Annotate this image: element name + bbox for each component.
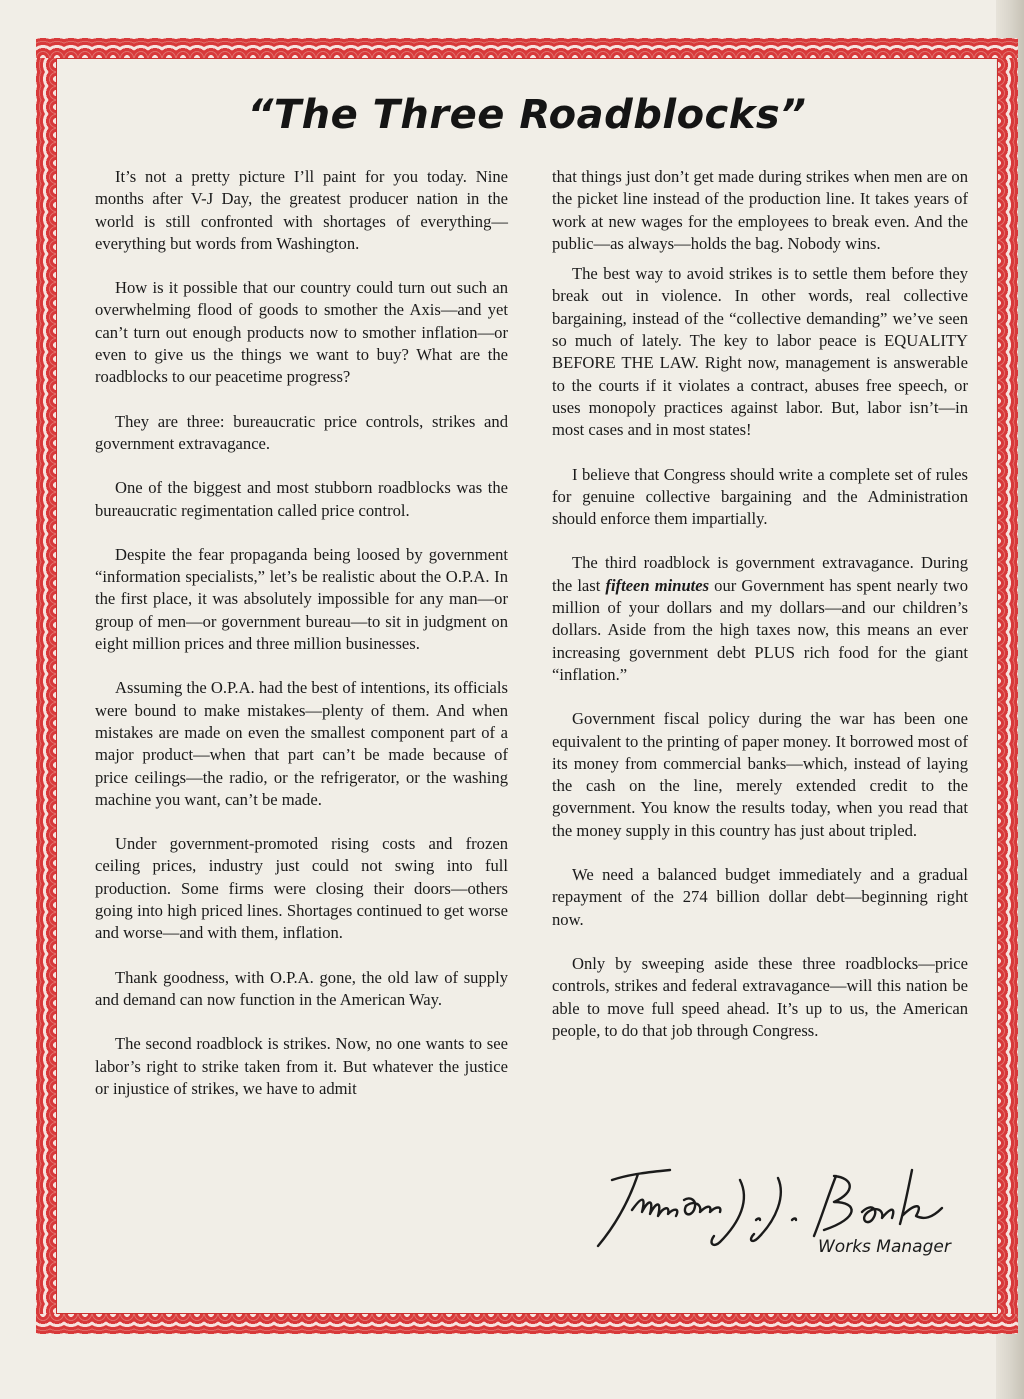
paragraph: It’s not a pretty picture I’ll paint for you today. Nine months after V-J Day, the greatest producer nation in the world is still confronted with shortages of everything—everything but words from Washington. <box>95 167 508 253</box>
emphasis-text: fifteen minutes <box>605 575 710 595</box>
paragraph: Only by sweeping aside these three roadblocks—price controls, strikes and federal extravagance—will this nation be able to move full speed ahead. It’s up to us, the American people, to do that job through Congress. <box>552 953 968 1040</box>
paragraph-text: The third roadblock is government extravagance. During the last <box>552 553 968 595</box>
paragraph: The best way to avoid strikes is to settle them before they break out in violence. In other words, real collective bargaining, instead of the “collective demanding” we’ve seen so much of lately. The key to labor peace is EQUALITY BEFORE THE LAW. Right now, management is answerable to the courts if it violates a contract, abuses free speech, or uses monopoly practices against labor. But, labor isn’t—in most cases and in most states! <box>552 264 968 440</box>
paragraph: Under government-promoted rising costs and frozen ceiling prices, industry just could not swing into full production. Some firms were closing their doors—others going into high priced lines. Shortages continued to get worse and worse—and with them, inflation. <box>95 834 508 943</box>
paragraph: How is it possible that our country could turn out such an overwhelming flood of goods to smother the Axis—and yet can’t turn out enough products now to smother inflation—or even to give us the things we want to buy? What are the roadblocks to our peacetime progress? <box>95 278 508 387</box>
paragraph: Despite the fear propaganda being loosed by government “information specialists,” let’s be realistic about the O.P.A. In the first place, it was absolutely impossible for any man—or group of men—or government bureau—to sit in judgment on eight million prices and three million businesses. <box>95 544 508 654</box>
paragraph: Government fiscal policy during the war has been one equivalent to the printing of paper money. It borrowed most of its money from commercial banks—which, instead of laying the cash on the line, merely extended credit to the government. You know the results today, when you read that the money supply in this country has just about tripled. <box>552 709 968 840</box>
paragraph-text: our Government has spent nearly two million of your dollars and my dollars—and our children’s dollars. Aside from the high taxes now, this means an ever increasing government debt PLUS rich food for the giant “inflation.” <box>552 575 968 684</box>
paragraph: They are three: bureaucratic price controls, strikes and government extravagance. <box>95 411 508 453</box>
paragraph: I believe that Congress should write a complete set of rules for genuine collective bargaining and the Administration should enforce them impartially. <box>552 464 968 529</box>
paragraph: Thank goodness, with O.P.A. gone, the old law of supply and demand can now function in the American Way. <box>95 967 508 1009</box>
paragraph: that things just don’t get made during strikes when men are on the picket line instead of the production line. It takes years of work at new wages for the employees to break even. And the public—as always—holds the bag. Nobody wins. <box>552 167 968 253</box>
page-title: “The Three Roadblocks” <box>247 92 807 138</box>
left-column <box>95 166 508 1122</box>
signature-title: Works Manager <box>818 1237 951 1257</box>
paragraph: The second roadblock is strikes. Now, no one wants to see labor’s right to strike taken from it. But whatever the justice or injustice of strikes, we have to admit <box>95 1034 508 1098</box>
paragraph: Assuming the O.P.A. had the best of intentions, its officials were bound to make mistakes—plenty of them. And when mistakes are made on even the smallest component part of a major product—when that part can’t be made because of price ceilings—the radio, or the refrigerator, or the washing machine you want, can’t be made. <box>95 678 508 809</box>
paragraph: One of the biggest and most stubborn roadblocks was the bureaucratic regimentation called price control. <box>95 478 508 520</box>
paragraph: We need a balanced budget immediately and a gradual repayment of the 274 billion dollar debt—beginning right now. <box>552 865 968 929</box>
paragraph <box>552 552 968 686</box>
right-column <box>552 166 968 1064</box>
